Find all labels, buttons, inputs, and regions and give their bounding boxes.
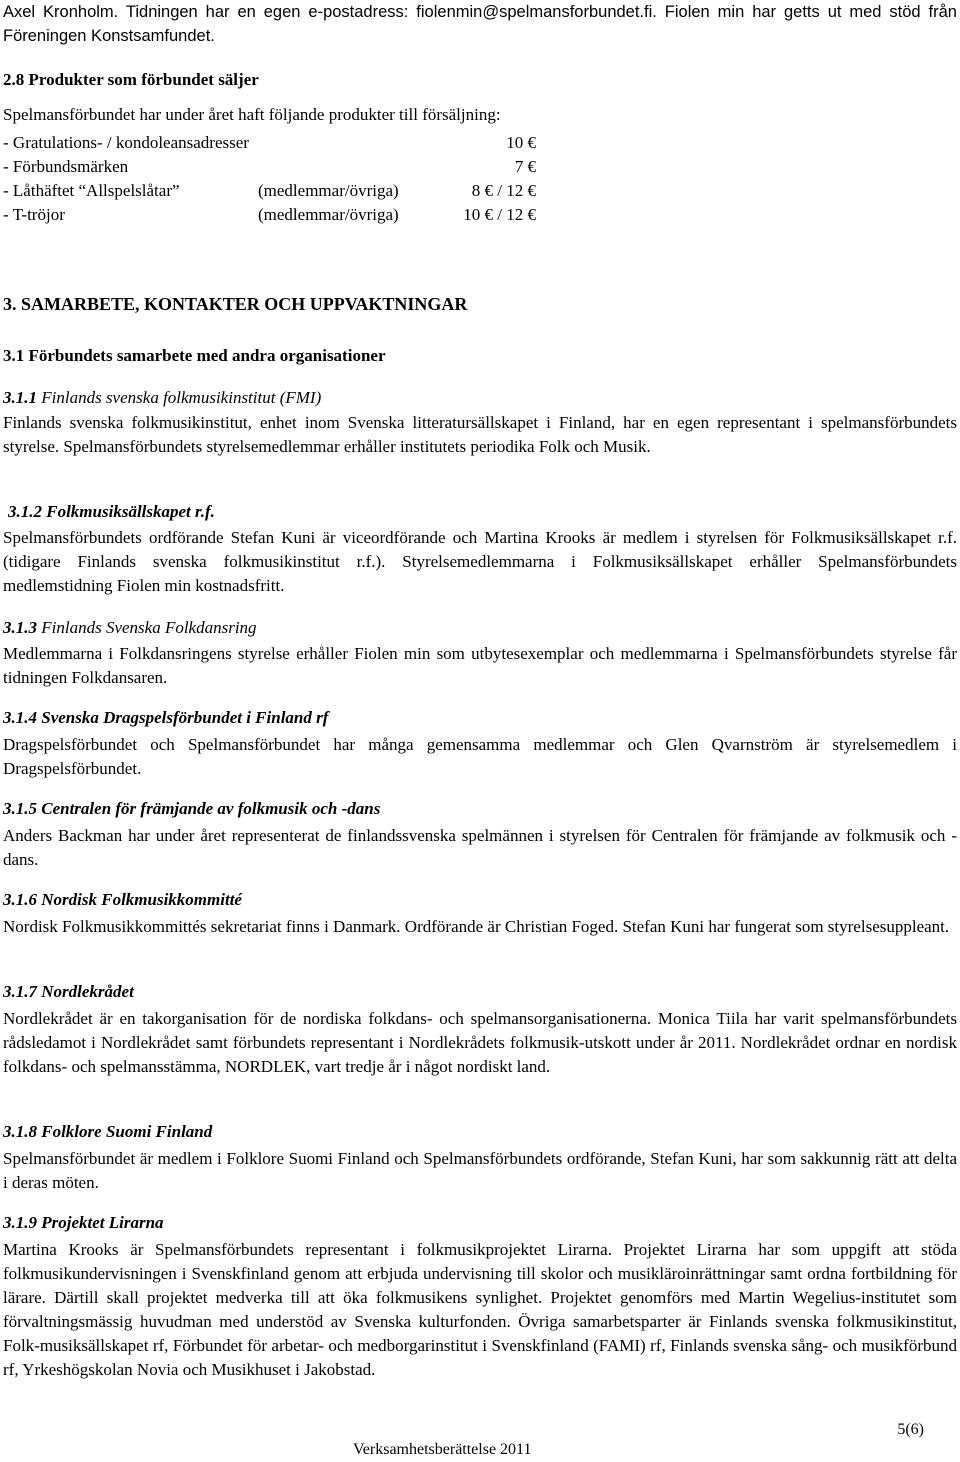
product-price: 10 € / 12 € [463, 205, 536, 224]
section-number: 3.1.8 [3, 1122, 37, 1141]
section-2-8-intro: Spelmansförbundet har under året haft följande produkter till försäljning: [3, 105, 501, 124]
section-number: 3.1.9 [3, 1213, 37, 1232]
section-3-1-7-heading [3, 980, 957, 1004]
section-3-1-2-body: Spelmansförbundets ordförande Stefan Kuni är viceordförande och Martina Krooks är medlem i styrelsen för Folkmusiksällskapet r.f. (tidigare Finlands svenska folkmusikinstitut r.f.). Styrelsemedlemmarna i Folkmusiksällskapet erhåller Spelmansförbundets medlemstidning Fiolen min kostnadsfritt. [3, 528, 957, 595]
section-3-1-heading: 3.1 Förbundets samarbete med andra organisationer [3, 346, 386, 365]
section-3-1-7-body: Nordlekrådet är en takorganisation för de nordiska folkdans- och spelmansorganisationerna. Monica Tiila har varit spelmansförbundets rådsledamot i Nordlekrådet samt förbundets representant i Nordlekrådets folkmusik-utskott under år 2011. Nordlekrådet ordnar en nordisk folkdans- och spelmansstämma, NORDLEK, vart tredje år i något nordiskt land. [3, 1009, 957, 1076]
product-name: - Gratulations- / kondoleansadresser [3, 133, 249, 152]
section-3-1-4-heading [3, 706, 957, 730]
section-3-1-5-body: Anders Backman har under året representerat de finlandssvenska spelmännen i styrelsen för Centralen för främjande av folkmusik och -dans. [3, 826, 957, 869]
section-title: Finlands Svenska Folkdansring [41, 618, 257, 637]
footer-title: Verksamhetsberättelse 2011 [353, 1441, 532, 1458]
section-number: 3.1.6 [3, 890, 37, 909]
section-3-1-1-heading [3, 386, 957, 410]
section-title: Finlands svenska folkmusikinstitut (FMI) [41, 388, 322, 407]
section-number: 3.1.5 [3, 799, 37, 818]
intro-paragraph: Axel Kronholm. Tidningen har en egen e-postadress: fiolenmin@spelmansforbundet.fi. Fiolen min har getts ut med stöd från Föreningen Konstsamfundet. [3, 3, 957, 45]
section-3-1-8-heading [3, 1120, 957, 1144]
section-number: 3.1.3 [3, 618, 37, 637]
section-title: Nordisk Folkmusikkommitté [41, 890, 242, 909]
product-name: - Förbundsmärken [3, 157, 129, 176]
product-price: 8 € / 12 € [471, 181, 536, 200]
product-note: (medlemmar/övriga) [258, 205, 399, 224]
section-title: Folklore Suomi Finland [41, 1122, 213, 1141]
section-3-1-6-body: Nordisk Folkmusikkommittés sekretariat finns i Danmark. Ordförande är Christian Foged. Stefan Kuni har fungerat som styrelsesuppleant. [3, 917, 950, 936]
section-3-1-4-body: Dragspelsförbundet och Spelmansförbundet har många gemensamma medlemmar och Glen Qvarnström är styrelsemedlem i Dragspelsförbundet. [3, 735, 957, 778]
section-2-8-heading: 2.8 Produkter som förbundet säljer [3, 70, 259, 89]
section-number: 3.1.7 [3, 982, 37, 1001]
section-title: Folkmusiksällskapet r.f. [46, 502, 215, 521]
section-title: Projektet Lirarna [41, 1213, 164, 1232]
product-note: (medlemmar/övriga) [258, 181, 399, 200]
section-3-1-3-heading [3, 616, 957, 640]
section-title: Svenska Dragspelsförbundet i Finland rf [41, 708, 329, 727]
section-title: Centralen för främjande av folkmusik och -dans [41, 799, 381, 818]
section-3-1-9-heading [3, 1211, 957, 1235]
section-number: 3.1.4 [3, 708, 37, 727]
section-3-1-2-heading [8, 500, 960, 524]
product-price: 10 € [506, 133, 536, 152]
product-price: 7 € [514, 157, 536, 176]
section-3-1-9-body: Martina Krooks är Spelmansförbundets representant i folkmusikprojektet Lirarna. Projektet Lirarna har som uppgift att stöda folkmusikundervisningen i Svenskfinland genom att erbjuda undervisning till skolor och musikläroinrättningar samt ordna fortbildning för lärare. Därtill skall projektet medverka till att öka folkmusikens synlighet. Projektet genomförs med Martin Wegelius-institutet som förvaltningsmässig huvudman med understöd av Svenska kulturfonden. Övriga samarbetsparter är Finlands svenska folkmusikinstitut, Folk-musiksällskapet rf, Förbundet för arbetar- och medborgarinstitut i Svenskfinland (FAMI) rf, Finlands svenska sång- och musikförbund rf, Yrkeshögskolan Novia och Musikhuset i Jakobstad. [3, 1240, 957, 1379]
section-title: Nordlekrådet [41, 982, 134, 1001]
section-number: 3.1.1 [3, 388, 37, 407]
page-number: 5(6) [897, 1421, 924, 1438]
section-3-1-8-body: Spelmansförbundet är medlem i Folklore Suomi Finland och Spelmansförbundets ordförande, Stefan Kuni, har som sakkunnig rätt att delta i deras möten. [3, 1149, 957, 1192]
section-3-1-3-body: Medlemmarna i Folkdansringens styrelse erhåller Fiolen min som utbytesexemplar och medlemmarna i Spelmansförbundets styrelse får tidningen Folkdansaren. [3, 644, 957, 687]
section-3-1-6-heading [3, 888, 957, 912]
section-3-1-5-heading [3, 797, 957, 821]
section-3-heading: 3. SAMARBETE, KONTAKTER OCH UPPVAKTNINGAR [3, 294, 468, 314]
product-name: - T-tröjor [3, 205, 65, 224]
section-3-1-1-body: Finlands svenska folkmusikinstitut, enhet inom Svenska litteratursällskapet i Finland, har en egen representant i spelmansförbundets styrelse. Spelmansförbundets styrelsemedlemmar erhåller institutets periodika Folk och Musik. [3, 413, 957, 456]
product-name: - Låthäftet “Allspelslåtar” [3, 181, 180, 200]
section-number: 3.1.2 [8, 502, 42, 521]
